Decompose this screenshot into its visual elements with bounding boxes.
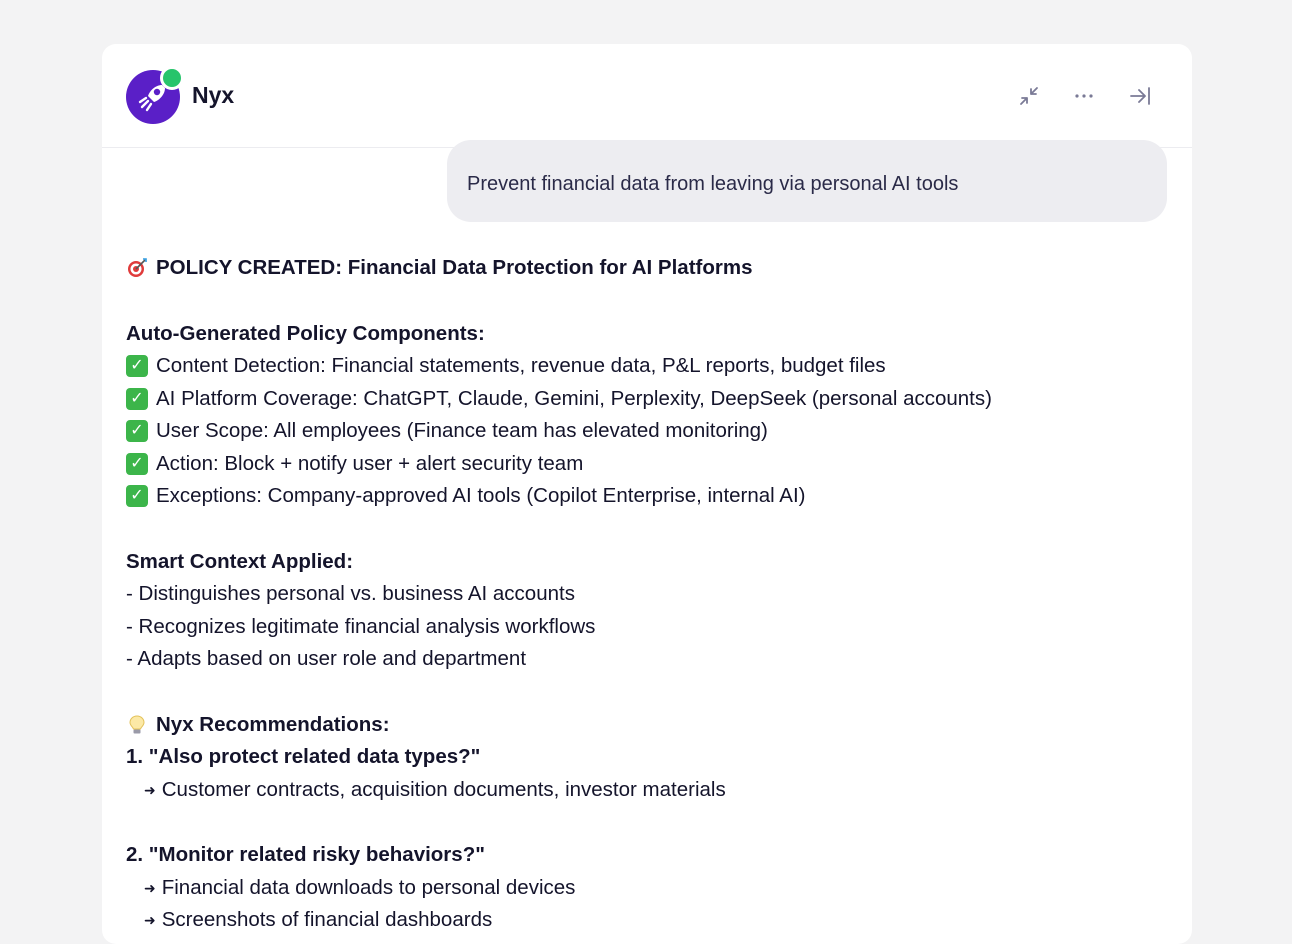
checkmark-icon: ✓ — [126, 485, 148, 507]
arrow-right-icon: ➜ — [144, 879, 156, 896]
recommendation-item-text: Customer contracts, acquisition documents, investor materials — [161, 777, 726, 801]
component-text: Content Detection: Financial statements, revenue data, P&L reports, budget files — [156, 354, 886, 377]
component-text: AI Platform Coverage: ChatGPT, Claude, Gemini, Perplexity, DeepSeek (personal accounts) — [156, 386, 992, 410]
online-status-dot — [160, 66, 184, 90]
target-icon — [126, 257, 148, 279]
user-message-bubble — [447, 140, 1167, 222]
context-title: Smart Context Applied: — [126, 549, 354, 573]
assistant-message — [126, 252, 1168, 937]
components-title: Auto-Generated Policy Components: — [126, 321, 485, 345]
policy-heading — [126, 252, 1168, 285]
checkmark-icon: ✓ — [126, 355, 148, 377]
arrow-right-icon: ➜ — [144, 912, 156, 928]
list-item — [126, 448, 1168, 481]
collapse-icon — [1017, 84, 1041, 108]
component-text: User Scope: All employees (Finance team has elevated monitoring) — [156, 419, 768, 442]
policy-heading-text: POLICY CREATED: Financial Data Protection for AI Platforms — [156, 256, 753, 279]
close-panel-button[interactable] — [1126, 82, 1154, 110]
assistant-name: Nyx — [192, 82, 235, 108]
checkmark-icon: ✓ — [126, 388, 148, 410]
collapse-button[interactable] — [1015, 82, 1043, 110]
list-item — [126, 350, 1168, 383]
assistant-panel — [102, 44, 1192, 944]
list-item — [126, 415, 1168, 448]
recommendation-2-title: 2. "Monitor related risky behaviors?" — [126, 843, 485, 866]
recommendations-heading — [126, 709, 1168, 742]
recommendation-item-text: Screenshots of financial dashboards — [161, 908, 493, 931]
list-item — [126, 872, 1168, 905]
recommendation-item-text: Financial data downloads to personal devices — [161, 875, 576, 899]
component-text: Action: Block + notify user + alert security team — [156, 451, 584, 475]
list-item — [126, 774, 1168, 807]
list-item — [126, 480, 1168, 513]
close-panel-icon — [1128, 84, 1152, 108]
checkmark-icon: ✓ — [126, 453, 148, 475]
arrow-right-icon: ➜ — [144, 781, 156, 798]
list-item: - Adapts based on user role and department — [126, 647, 527, 670]
more-icon — [1072, 84, 1096, 108]
checkmark-icon: ✓ — [126, 420, 148, 442]
list-item: - Recognizes legitimate financial analysis workflows — [126, 614, 596, 638]
list-item — [126, 904, 1168, 937]
recommendations-title: Nyx Recommendations: — [156, 712, 390, 736]
recommendation-1-title: 1. "Also protect related data types?" — [126, 745, 481, 768]
list-item: - Distinguishes personal vs. business AI accounts — [126, 582, 575, 605]
user-message-text: Prevent financial data from leaving via personal AI tools — [467, 173, 959, 195]
component-text: Exceptions: Company-approved AI tools (Copilot Enterprise, internal AI) — [156, 484, 806, 507]
list-item — [126, 383, 1168, 416]
more-options-button[interactable] — [1070, 82, 1098, 110]
lightbulb-icon — [126, 714, 148, 736]
panel-header — [102, 44, 1192, 148]
